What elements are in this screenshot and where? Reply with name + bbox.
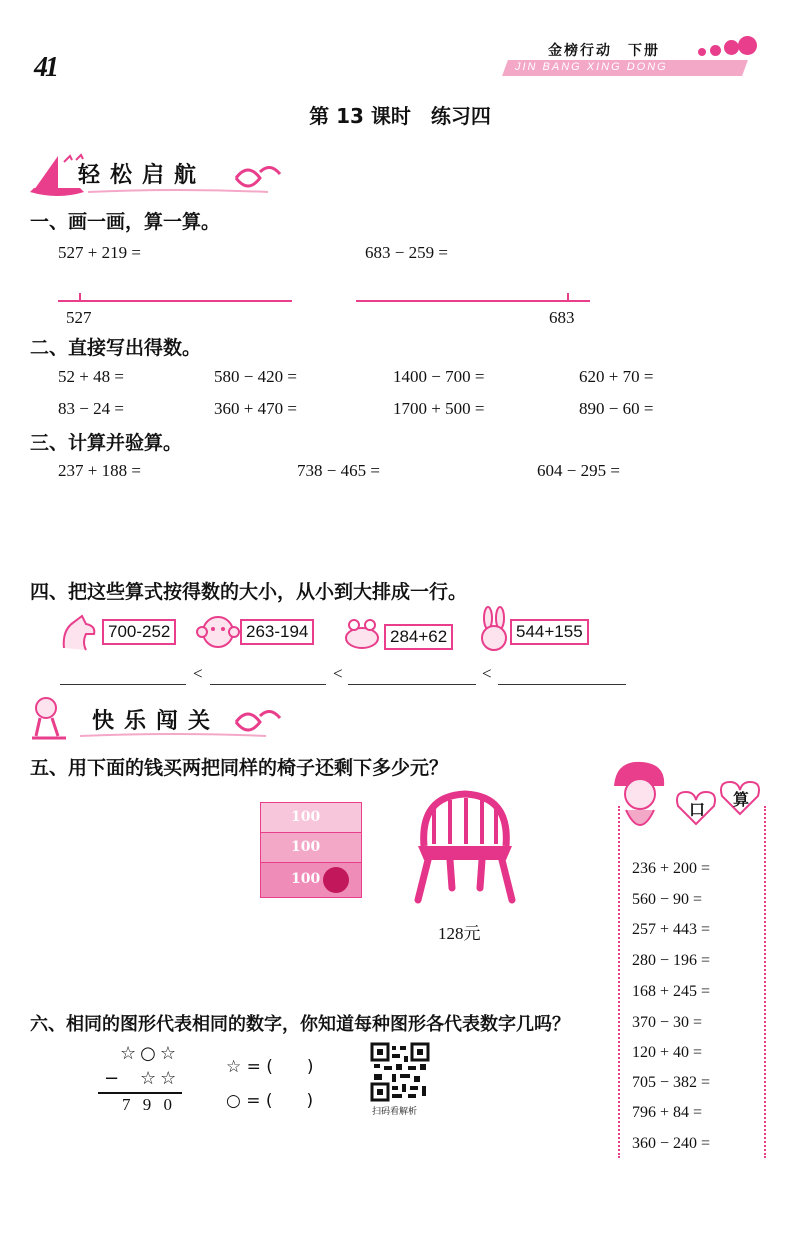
chair-image [410, 788, 520, 906]
q1-expr-b: 683 − 259 = [365, 243, 448, 262]
tick-a [79, 293, 81, 302]
q5-heading: 五、用下面的钱买两把同样的椅子还剩下多少元？ [30, 757, 449, 779]
answer-blank[interactable] [60, 684, 186, 685]
puzzle-row-top: ☆○☆ [120, 1043, 180, 1064]
puzzle-row-second: ☆☆ [140, 1068, 181, 1089]
mental-math-item: 705 − 382 = [632, 1074, 711, 1091]
brand-en: JIN BANG XING DONG [515, 61, 668, 73]
q2-item: 83 − 24 = [58, 399, 124, 418]
q3-item: 738 − 465 = [297, 461, 380, 480]
q2-item: 1700 + 500 = [393, 399, 485, 418]
less-than-sign: < [193, 664, 203, 683]
q4-heading: 四、把这些算式按得数的大小，从小到大排成一行。 [30, 581, 468, 603]
banner-easy-start: 轻松启航 [78, 163, 207, 188]
q2-item: 620 + 70 = [579, 367, 654, 386]
heart-label: 算 [733, 790, 750, 809]
horse-icon [56, 612, 102, 652]
mental-math-item: 560 − 90 = [632, 891, 703, 908]
mental-math-item: 120 + 40 = [632, 1044, 703, 1061]
q3-item: 604 − 295 = [537, 461, 620, 480]
answer-blank[interactable] [498, 684, 626, 685]
heart-label: 口 [689, 800, 706, 819]
q2-item: 1400 − 700 = [393, 367, 485, 386]
girl-icon [606, 756, 670, 842]
q2-heading: 二、直接写出得数。 [30, 337, 202, 359]
q6-heading: 六、相同的图形代表相同的数字，你知道每种图形各代表数字几吗？ [30, 1014, 570, 1035]
mental-math-item: 257 + 443 = [632, 921, 711, 938]
banknote-value: 100 [291, 871, 321, 887]
q2-item: 52 + 48 = [58, 367, 124, 386]
q2-item: 580 − 420 = [214, 367, 297, 386]
expr-box: 700-252 [102, 619, 176, 645]
number-line-b [356, 300, 590, 302]
less-than-sign: < [482, 664, 492, 683]
decor-dot [710, 45, 721, 56]
chair-price: 128元 [438, 924, 481, 943]
qr-code-icon[interactable] [370, 1042, 430, 1102]
expr-box: 544+155 [510, 619, 589, 645]
expr-box: 263-194 [240, 619, 314, 645]
mental-math-item: 168 + 245 = [632, 983, 711, 1000]
answer-blank[interactable] [348, 684, 476, 685]
banknote [260, 832, 362, 864]
answer-circle[interactable]: ○ = ( ) [226, 1091, 314, 1111]
puzzle-divider [98, 1092, 182, 1094]
mental-math-item: 796 + 84 = [632, 1104, 703, 1121]
puzzle-result: 7 9 0 [122, 1095, 176, 1114]
page-title: 第 13 课时 练习四 [309, 104, 491, 128]
q1-expr-a: 527 + 219 = [58, 243, 141, 262]
decor-dot [724, 40, 739, 55]
q3-heading: 三、计算并验算。 [30, 432, 183, 454]
mental-math-item: 236 + 200 = [632, 860, 711, 877]
brand-cn: 金榜行动 下册 [548, 43, 660, 59]
number-line-a [58, 300, 292, 302]
banner-happy-challenge: 快乐闯关 [92, 709, 221, 734]
expr-box: 284+62 [384, 624, 453, 650]
q3-item: 237 + 188 = [58, 461, 141, 480]
mental-math-item: 370 − 30 = [632, 1014, 703, 1031]
monkey-icon [196, 612, 240, 652]
puzzle-minus: − [104, 1068, 120, 1089]
rabbit-icon [476, 606, 512, 652]
mental-math-item: 360 − 240 = [632, 1135, 711, 1152]
q2-item: 360 + 470 = [214, 399, 297, 418]
less-than-sign: < [333, 664, 343, 683]
qr-caption: 扫码看解析 [372, 1107, 418, 1117]
banknote [260, 862, 362, 898]
banknote [260, 802, 362, 834]
page-number: 41 [34, 52, 56, 83]
answer-blank[interactable] [210, 684, 326, 685]
banknotes-image [260, 802, 360, 896]
decor-dot [698, 48, 706, 56]
portrait-icon [323, 867, 349, 893]
number-line-a-label: 527 [66, 308, 92, 327]
tick-b [567, 293, 569, 302]
banknote-value: 100 [291, 839, 321, 855]
decor-dot [738, 36, 757, 55]
frog-icon [340, 612, 384, 652]
mental-math-item: 280 − 196 = [632, 952, 711, 969]
q2-item: 890 − 60 = [579, 399, 654, 418]
number-line-b-label: 683 [549, 308, 575, 327]
banknote-value: 100 [291, 809, 321, 825]
q1-heading: 一、画一画，算一算。 [30, 211, 221, 233]
answer-star[interactable]: ☆ = ( ) [226, 1057, 314, 1077]
